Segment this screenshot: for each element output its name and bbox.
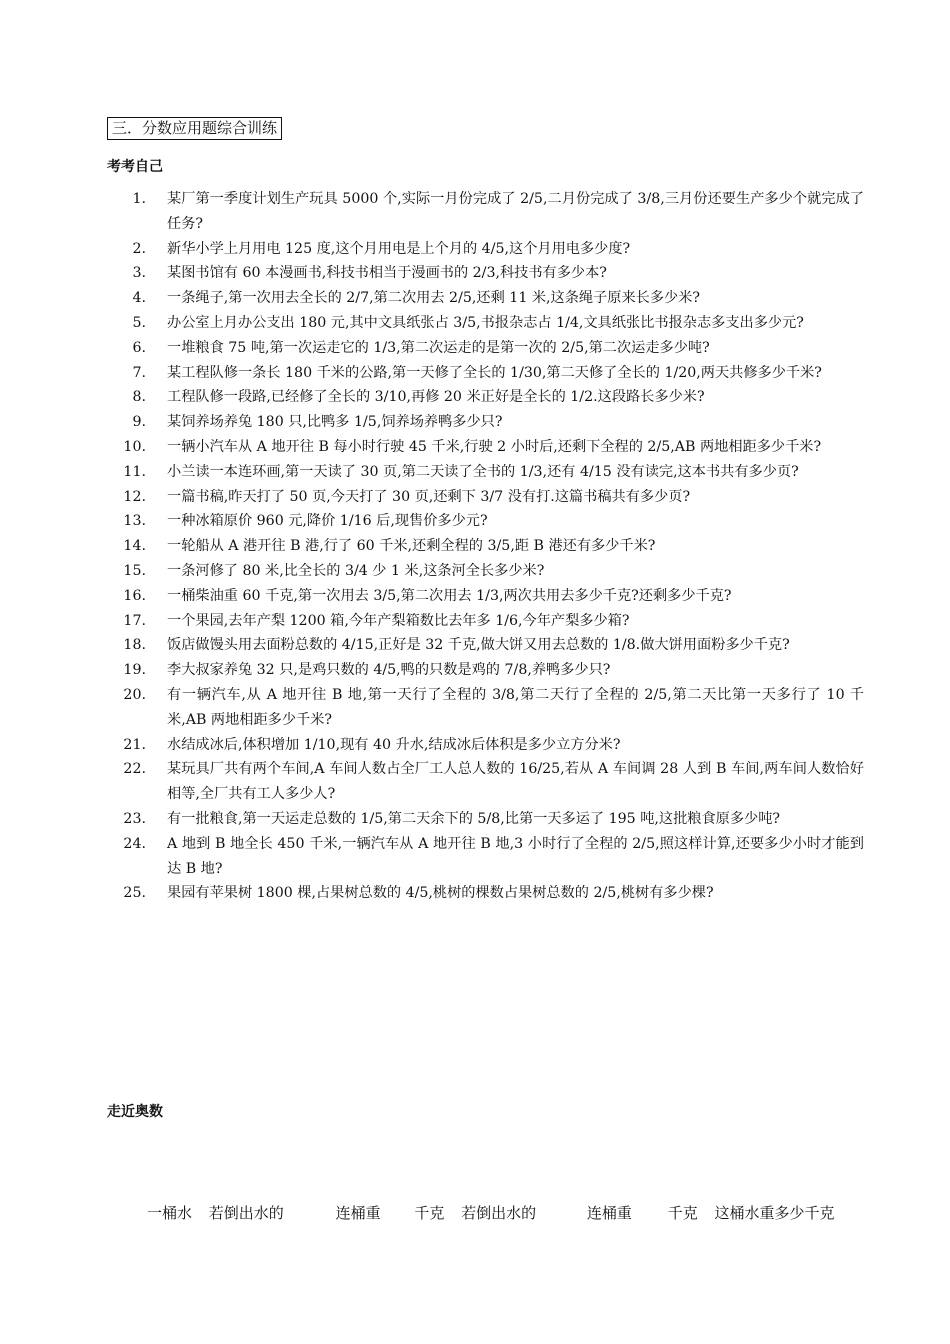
problem-item [0,609,864,634]
problem-item [0,733,864,758]
problem-item [0,460,864,485]
problem-number: 18. [123,637,146,654]
problem-number: 14. [123,538,146,555]
problem-item [0,807,864,832]
problem-text: 一桶柴油重 60 千克,第一次用去 3/5,第二次用去 1/3,两次共用去多少千克?还剩多少千克? [167,587,732,604]
problem-item [0,410,864,435]
problem-item [0,658,864,683]
problem-number: 3. [132,265,146,282]
problem-item [0,237,864,262]
problem-number: 2. [132,240,146,257]
problem-item [0,881,864,906]
section-title: 三．分数应用题综合训练 [107,117,282,140]
problem-item [0,832,864,882]
olympiad-problem-line [147,1202,834,1223]
problem-number: 21. [123,736,146,753]
problem-number: 25. [123,885,146,902]
problem-item [0,683,864,733]
problem-text: 小兰读一本连环画,第一天读了 30 页,第二天读了全书的 1/3,还有 4/15 没有读完,这本书共有多少页? [167,463,799,480]
olympiad-fragment: 千克 [414,1204,445,1222]
problem-text: 新华小学上月用电 125 度,这个月用电是上个月的 4/5,这个月用电多少度? [167,240,631,257]
problem-item [0,261,864,286]
olympiad-fragment: 若倒出水的 [461,1204,537,1222]
problem-item [0,485,864,510]
problem-number: 6. [132,339,146,356]
problem-number: 8. [132,389,146,406]
problem-number: 20. [123,686,146,703]
problem-item [0,336,864,361]
problem-number: 12. [123,488,146,505]
problem-text: 某玩具厂共有两个车间,A 车间人数占全厂工人总人数的 16/25,若从 A 车间调 28 人到 B 车间,两车间人数恰好相等,全厂共有工人多少人? [167,761,864,803]
olympiad-fragment: 若倒出水的 [208,1204,284,1222]
olympiad-fragment: 一桶水 [147,1204,193,1222]
problem-number: 23. [123,810,146,827]
problem-item [0,311,864,336]
problem-number: 15. [123,562,146,579]
problem-item [0,187,864,237]
olympiad-fragment: 千克 [667,1204,698,1222]
problem-text: 工程队修一段路,已经修了全长的 3/10,再修 20 米正好是全长的 1/2.这段路长多少米? [167,389,705,406]
problem-text: 一堆粮食 75 吨,第一次运走它的 1/3,第二次运走的是第一次的 2/5,第二次运走多少吨? [167,339,710,356]
problem-text: 一种冰箱原价 960 元,降价 1/16 后,现售价多少元? [167,513,488,530]
problem-number: 9. [132,414,146,431]
problem-text: 一条绳子,第一次用去全长的 2/7,第二次用去 2/5,还剩 11 米,这条绳子原来长多少米? [167,290,701,307]
problem-item [0,509,864,534]
problem-number: 22. [123,761,146,778]
problem-number: 17. [123,612,146,629]
problem-item [0,385,864,410]
problem-item [0,435,864,460]
olympiad-fragment: 这桶水重多少千克 [714,1204,835,1222]
problem-number: 1. [132,191,146,207]
problem-text: 一辆小汽车从 A 地开往 B 每小时行驶 45 千米,行驶 2 小时后,还剩下全程的 2/5,AB 两地相距多少千米? [167,438,822,455]
problem-item [0,534,864,559]
problem-number: 11. [123,463,146,480]
problem-item [0,757,864,807]
heading-self-test: 考考自己 [107,159,163,175]
problem-text: 某厂第一季度计划生产玩具 5000 个,实际一月份完成了 2/5,二月份完成了 3/8,三月份还要生产多少个就完成了任务? [167,191,864,232]
problem-text: 某图书馆有 60 本漫画书,科技书相当于漫画书的 2/3,科技书有多少本? [167,265,607,282]
heading-olympiad: 走近奥数 [107,1104,163,1120]
problem-text: A 地到 B 地全长 450 千米,一辆汽车从 A 地开往 B 地,3 小时行了全程的 2/5,照这样计算,还要多少小时才能到达 B 地? [167,835,864,877]
problem-text: 某饲养场养兔 180 只,比鸭多 1/5,饲养场养鸭多少只? [167,414,503,431]
problem-item [0,633,864,658]
problem-number: 16. [123,587,146,604]
problem-number: 4. [132,290,146,307]
olympiad-fragment: 连桶重 [335,1204,381,1222]
problem-number: 7. [132,364,146,381]
olympiad-fragment: 连桶重 [586,1204,632,1222]
problem-list [0,187,950,906]
problem-text: 饭店做馒头用去面粉总数的 4/15,正好是 32 千克,做大饼又用去总数的 1/8.做大饼用面粉多少千克? [167,637,790,654]
problem-text: 一轮船从 A 港开往 B 港,行了 60 千米,还剩全程的 3/5,距 B 港还有多少千米? [167,538,656,555]
problem-text: 水结成冰后,体积增加 1/10,现有 40 升水,结成冰后体积是多少立方分米? [167,736,621,753]
problem-text: 一条河修了 80 米,比全长的 3/4 少 1 米,这条河全长多少米? [167,562,545,579]
problem-text: 一篇书稿,昨天打了 50 页,今天打了 30 页,还剩下 3/7 没有打.这篇书稿共有多少页? [167,488,691,505]
problem-text: 有一辆汽车,从 A 地开往 B 地,第一天行了全程的 3/8,第二天行了全程的 2/5,第二天比第一天多行了 10 千米,AB 两地相距多少千米? [167,686,864,728]
problem-text: 某工程队修一条长 180 千米的公路,第一天修了全长的 1/30,第二天修了全长的 1/20,两天共修多少千米? [167,364,822,381]
problem-item [0,286,864,311]
problem-item [0,559,864,584]
problem-text: 果园有苹果树 1800 棵,占果树总数的 4/5,桃树的棵数占果树总数的 2/5,桃树有多少棵? [167,885,714,902]
problem-number: 10. [123,438,146,455]
problem-number: 5. [132,314,146,331]
problem-number: 19. [123,662,146,679]
problem-item [0,361,864,386]
problem-text: 办公室上月办公支出 180 元,其中文具纸张占 3/5,书报杂志占 1/4,文具纸张比书报杂志多支出多少元? [167,314,804,331]
problem-text: 一个果园,去年产梨 1200 箱,今年产梨箱数比去年多 1/6,今年产梨多少箱? [167,612,630,629]
problem-text: 李大叔家养兔 32 只,是鸡只数的 4/5,鸭的只数是鸡的 7/8,养鸭多少只? [167,662,611,679]
problem-number: 24. [123,835,146,852]
problem-number: 13. [123,513,146,530]
problem-item [0,584,864,609]
problem-text: 有一批粮食,第一天运走总数的 1/5,第二天余下的 5/8,比第一天多运了 195 吨,这批粮食原多少吨? [167,810,780,827]
